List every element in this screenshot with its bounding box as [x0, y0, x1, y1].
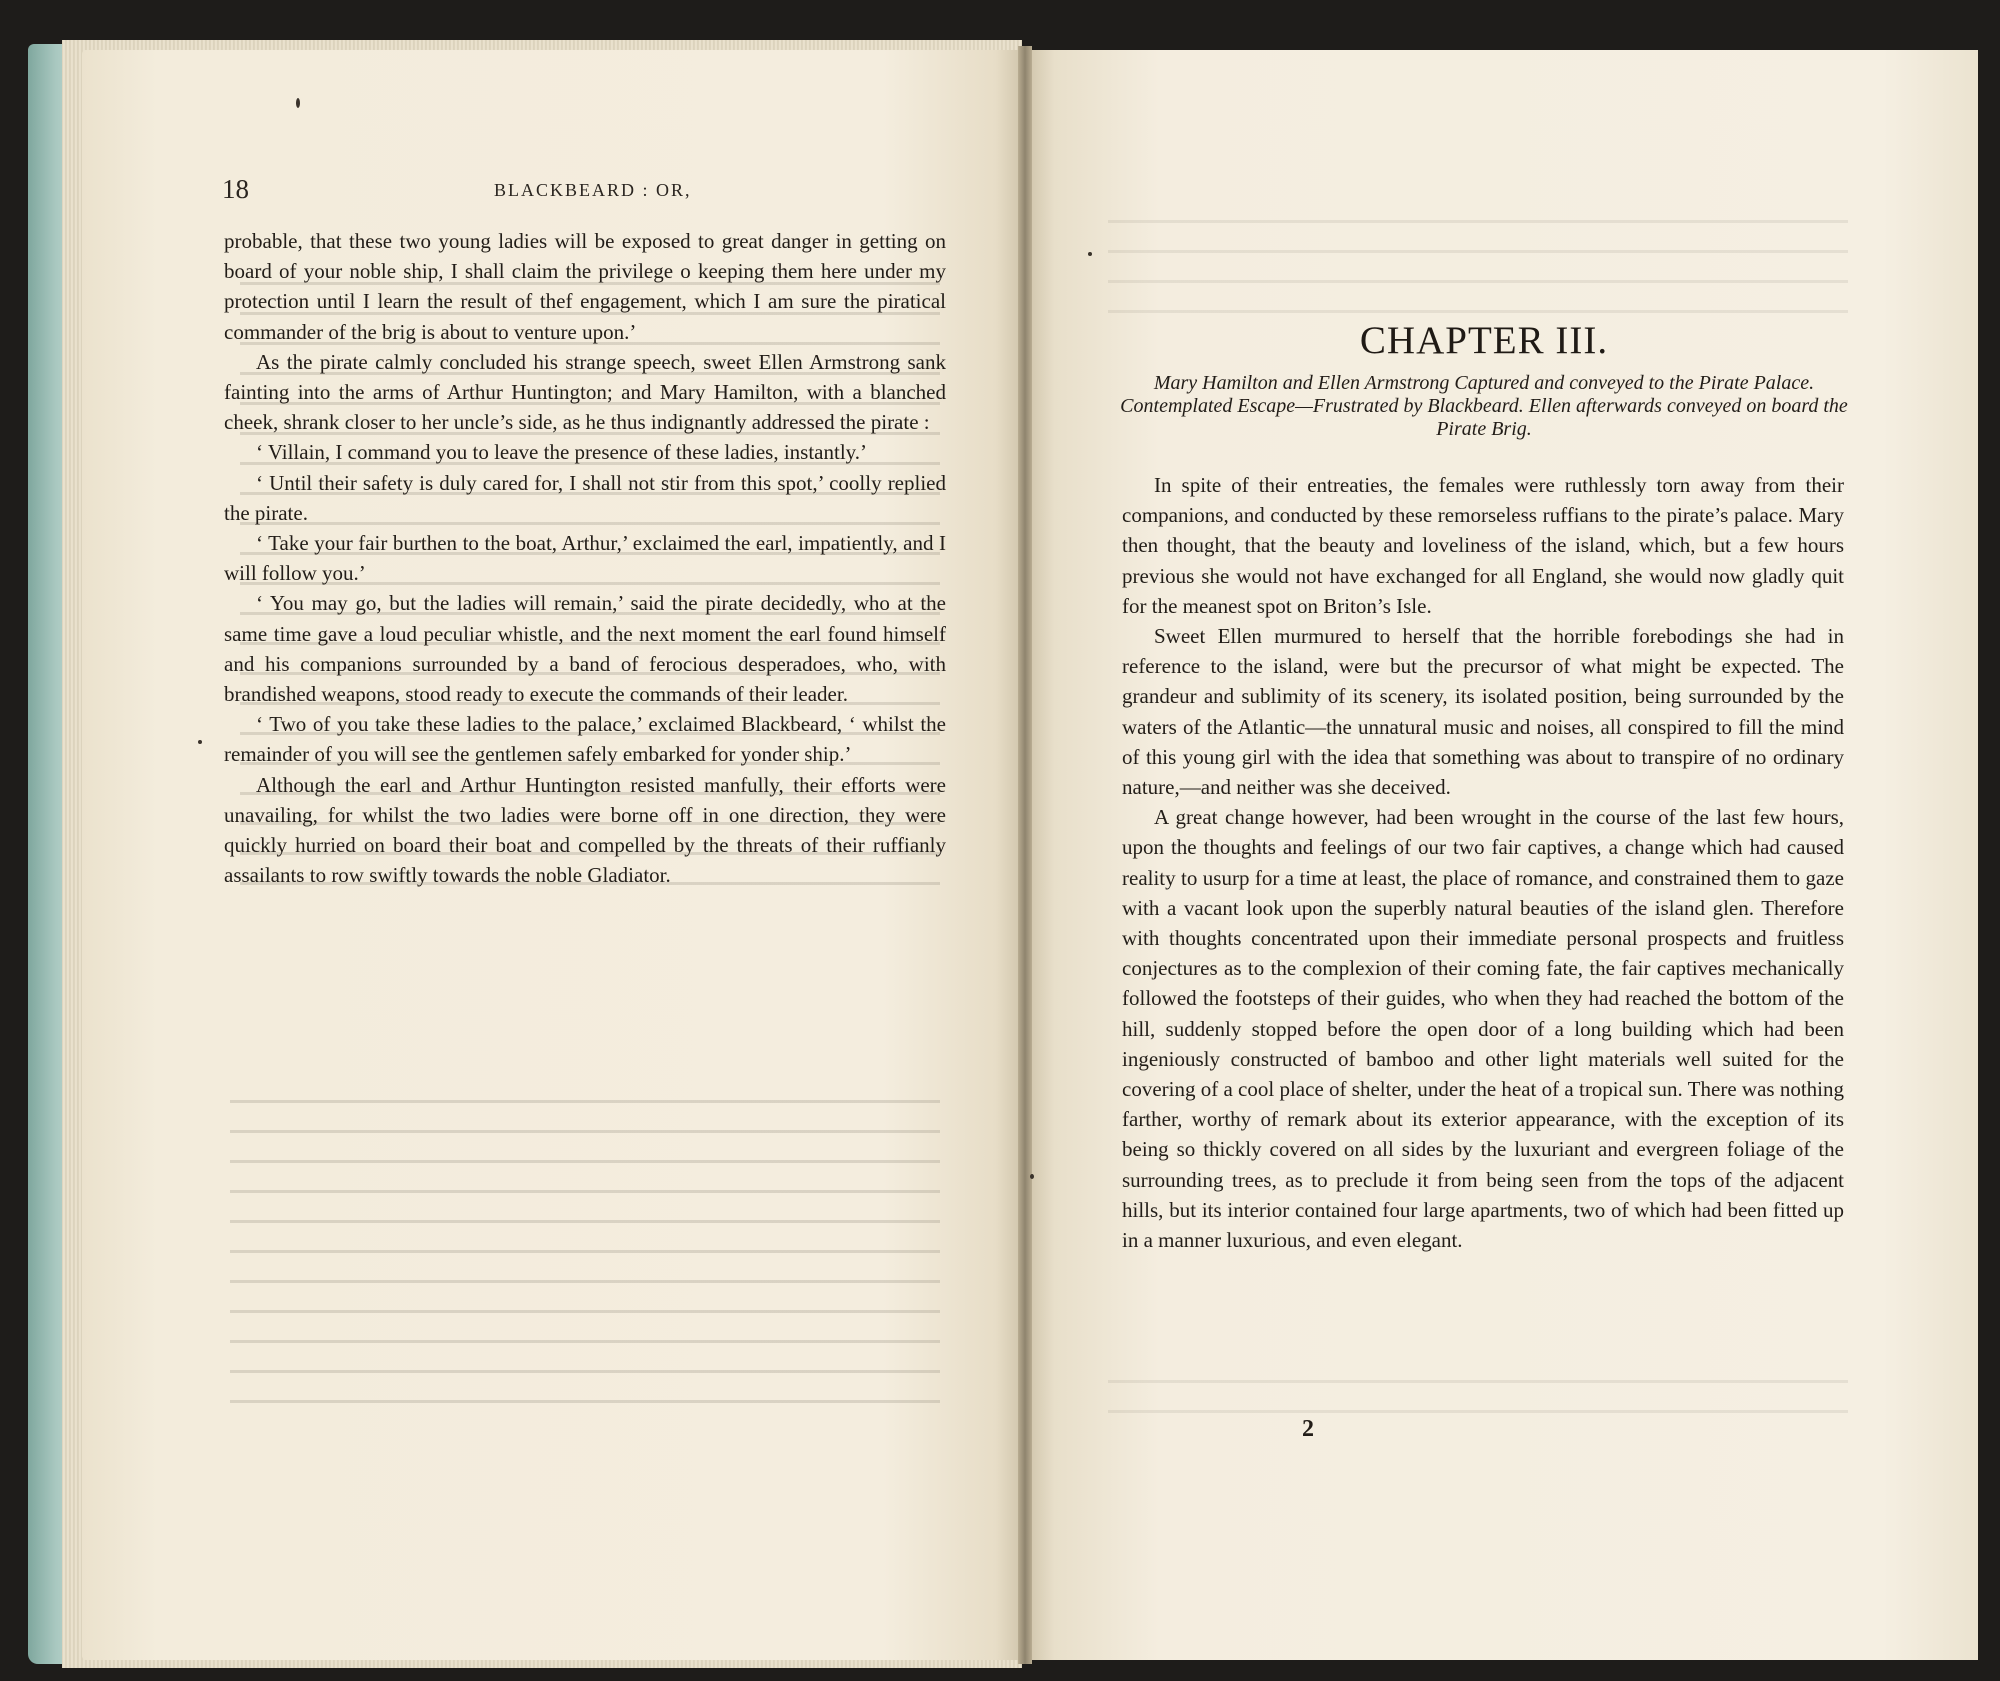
running-head: BLACKBEARD : OR,	[494, 180, 692, 200]
paragraph: As the pirate calmly concluded his strange speech, sweet Ellen Armstrong sank fainting into the arms of Arthur Huntington; and Mary Hamilton, with a blanched cheek, shrank closer to her uncle’s side, as he thus indignantly addressed the pirate :	[224, 349, 946, 435]
paragraph: Although the earl and Arthur Huntington resisted manfully, their efforts were unavailing, for whilst the two ladies were borne off in one direction, they were quickly hurried on board their boat and compelled by the threats of their ruffianly assailants to row swiftly towards the noble Gladiator.	[224, 772, 946, 888]
right-page-text	[1122, 470, 1844, 1255]
paragraph: ‘ You may go, but the ladies will remain,’ said the pirate decidedly, who at the same time gave a loud peculiar whistle, and the next moment the earl found himself and his companions surrounded by a band of ferocious desperadoes, who, with brandished weapons, stood ready to execute the commands of their leader.	[224, 591, 946, 707]
paragraph: ‘ Villain, I command you to leave the presence of these ladies, instantly.’	[256, 440, 868, 465]
left-page-text	[224, 226, 946, 890]
book-gutter	[1018, 46, 1032, 1664]
ink-speck	[198, 740, 202, 744]
chapter-summary: Mary Hamilton and Ellen Armstrong Captured and conveyed to the Pirate Palace. Contemplated Escape—Frustrated by Blackbeard. Ellen afterwards conveyed on board the Pirate Brig.	[1120, 372, 1848, 440]
paragraph: ‘ Two of you take these ladies to the palace,’ exclaimed Blackbeard, ‘ whilst the remainder of you will see the gentlemen safely embarked for yonder ship.’	[224, 712, 946, 767]
paragraph: ‘ Until their safety is duly cared for, I shall not stir from this spot,’ coolly replied the pirate.	[224, 470, 946, 525]
paragraph: probable, that these two young ladies will be exposed to great danger in getting on board of your noble ship, I shall claim the privilege o keeping them here under my protection until I learn the result of thef engagement, which I am sure the piratical commander of the brig is about to venture upon.’	[224, 229, 946, 344]
ink-speck	[296, 98, 300, 108]
paragraph: ‘ Take your fair burthen to the boat, Arthur,’ exclaimed the earl, impatiently, and I will follow you.’	[224, 531, 946, 586]
signature-mark: 2	[1302, 1416, 1314, 1442]
chapter-title: CHAPTER III.	[1359, 319, 1609, 362]
ink-speck	[1030, 1174, 1034, 1179]
paragraph: A great change however, had been wrought in the course of the last few hours, upon the thoughts and feelings of our two fair captives, a change which had caused reality to usurp for a time at least, the place of romance, and constrained them to gaze with a vacant look upon the superbly natural beauties of the island glen. Therefore with thoughts concentrated upon their immediate personal prospects and fruitless conjectures as to the complexion of their coming fate, the fair captives mechanically followed the footsteps of their guides, who when they had reached the bottom of the hill, suddenly stopped before the open door of a long building which had been ingeniously constructed of bamboo and other light materials well suited for the covering of a cool place of shelter, under the heat of a tropical sun. There was nothing farther, worthy of remark about its exterior appearance, with the exception of its being so thickly covered on all sides by the luxuriant and evergreen foliage of the surrounding trees, as to preclude it from being seen from the tops of the adjacent hills, but its interior contained four large apartments, two of which had been fitted up in a manner luxurious, and even elegant.	[1122, 805, 1844, 1253]
page-number: 18	[222, 174, 249, 204]
ink-speck	[1088, 252, 1092, 256]
paragraph: Sweet Ellen murmured to herself that the horrible forebodings she had in reference to the island, were but the precursor of what might be expected. The grandeur and sublimity of its scenery, its isolated position, being surrounded by the waters of the Atlantic—the unnatural music and noises, all conspired to fill the mind of this young girl with the idea that something was about to transpire of no ordinary nature,—and neither was she deceived.	[1122, 624, 1844, 800]
paragraph: In spite of their entreaties, the females were ruthlessly torn away from their companions, and conducted by these remorseless ruffians to the pirate’s palace. Mary then thought, that the beauty and loveliness of the island, which, but a few hours previous she would not have exchanged for all England, she would now gladly quit for the meanest spot on Briton’s Isle.	[1122, 473, 1844, 618]
